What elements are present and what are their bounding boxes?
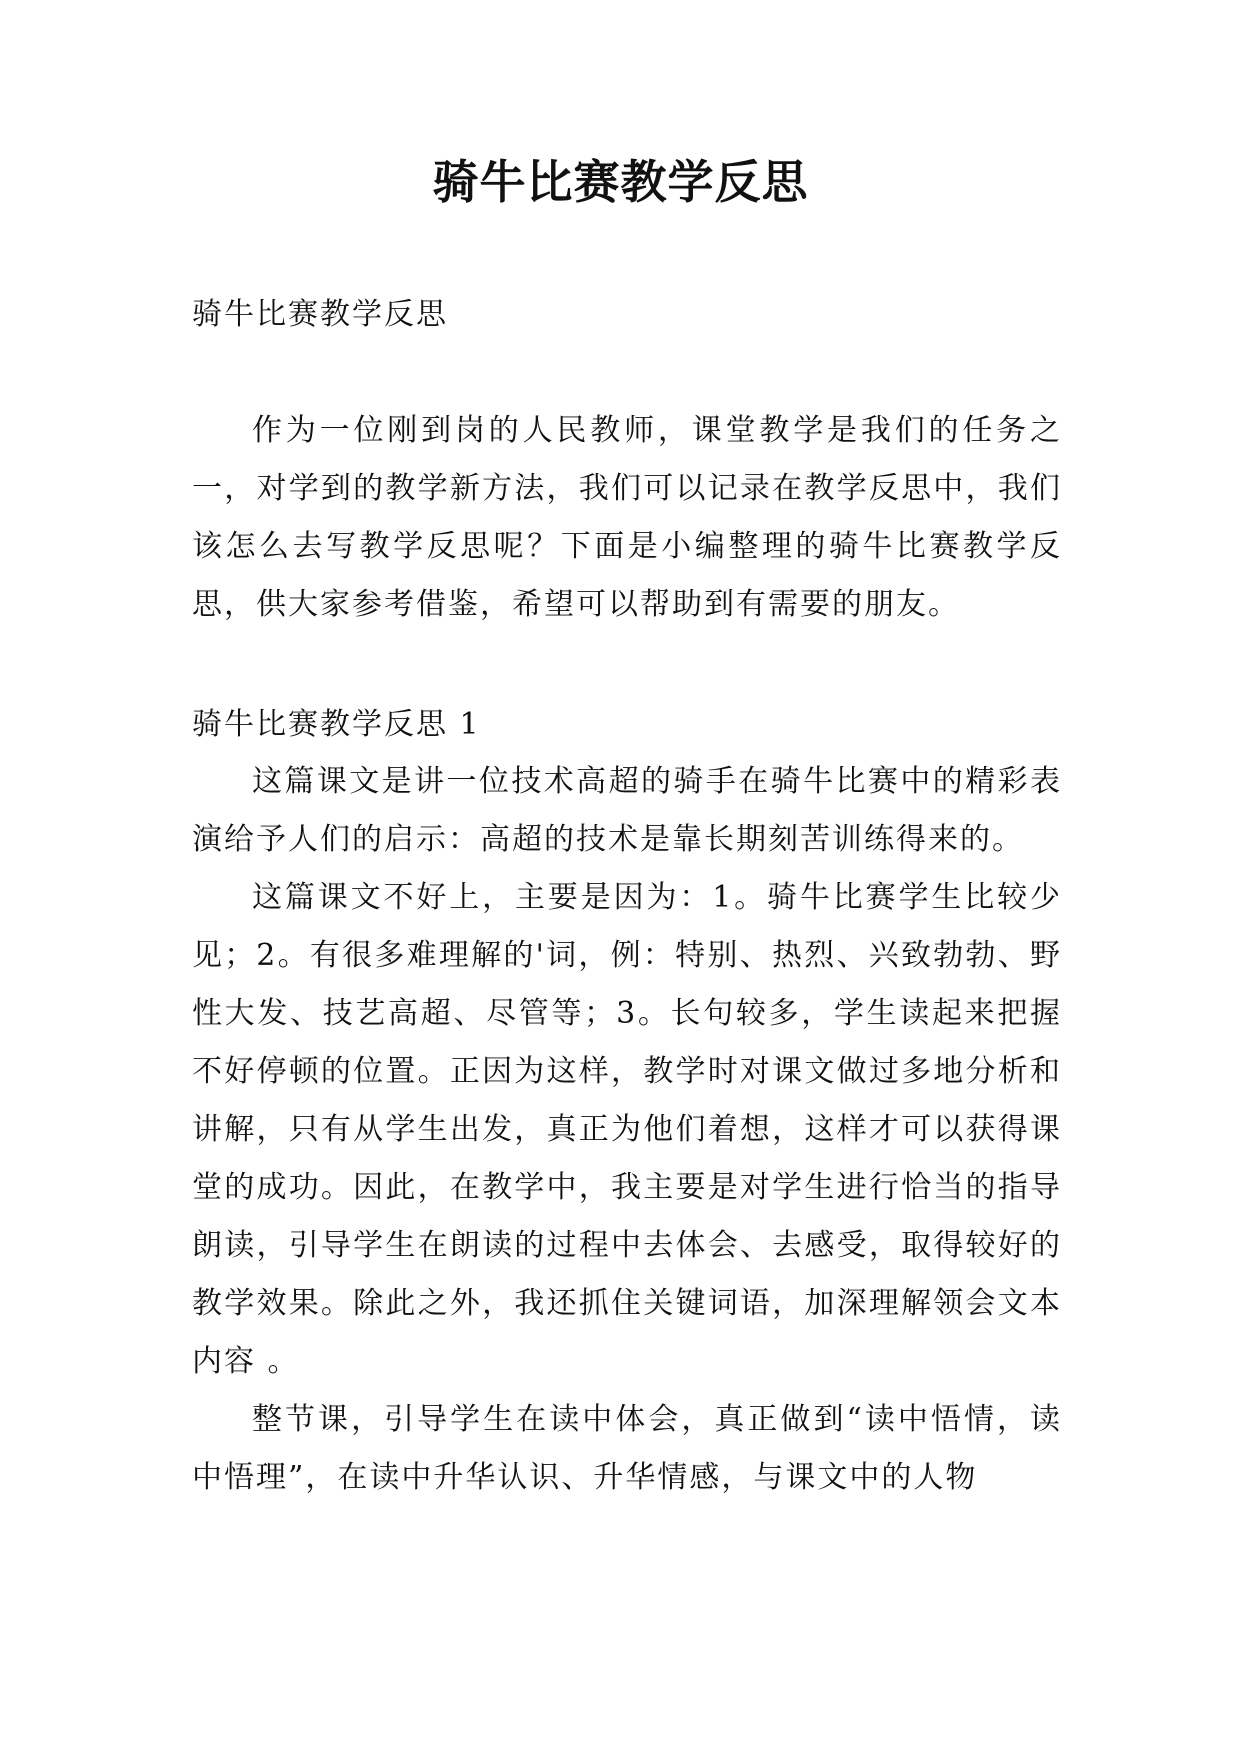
body-paragraph-2: 这篇课文不好上，主要是因为：1。骑牛比赛学生比较少见；2。有很多难理解的'词，例：特别、热烈、兴致勃勃、野性大发、技艺高超、尽管等；3。长句较多，学生读起来把握不好停顿的位置。正因为这样，教学时对课文做过多地分析和讲解，只有从学生出发，真正为他们着想，这样才可以获得课堂的成功。因此，在教学中，我主要是对学生进行恰当的指导朗读，引导学生在朗读的过程中去体会、去感受，取得较好的教学效果。除此之外，我还抓住关键词语，加深理解领会文本内容 。	[192, 880, 1062, 1379]
document-subtitle	[192, 286, 1062, 344]
section-heading-block	[192, 696, 1062, 754]
document-title: 骑牛比赛教学反思	[432, 155, 809, 209]
intro-block	[192, 402, 1062, 634]
section-heading: 骑牛比赛教学反思 1	[192, 707, 481, 742]
body-paragraph-3: 整节课，引导学生在读中体会，真正做到“读中悟情，读中悟理”，在读中升华认识、升华情感，与课文中的人物	[192, 1402, 1062, 1495]
subtitle-text: 骑牛比赛教学反思	[192, 297, 448, 332]
body-paragraph-1: 这篇课文是讲一位技术高超的骑手在骑牛比赛中的精彩表演给予人们的启示：高超的技术是靠长期刻苦训练得来的。	[192, 764, 1062, 857]
section-body	[192, 753, 1062, 1507]
intro-paragraph: 作为一位刚到岗的人民教师，课堂教学是我们的任务之一，对学到的教学新方法，我们可以记录在教学反思中，我们该怎么去写教学反思呢？下面是小编整理的骑牛比赛教学反思，供大家参考借鉴，希望可以帮助到有需要的朋友。	[192, 413, 1062, 622]
